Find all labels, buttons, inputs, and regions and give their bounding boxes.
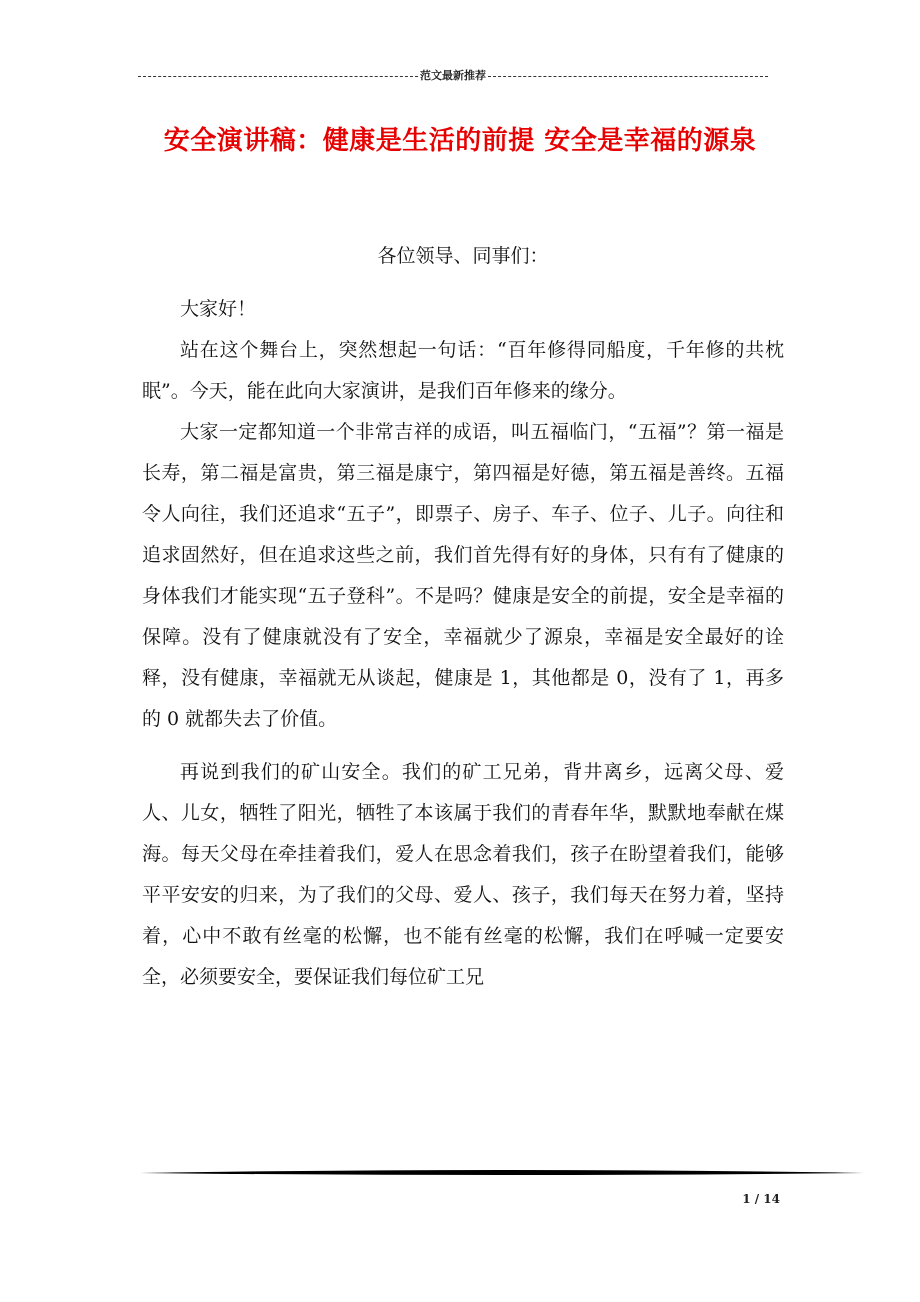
- document-title: 安全演讲稿：健康是生活的前提 安全是幸福的源泉: [163, 126, 757, 156]
- footer-rule: [140, 1168, 864, 1178]
- paragraph-greeting: 大家好！: [180, 298, 257, 320]
- page-number: 1 / 14: [742, 1192, 780, 1206]
- page-header: [138, 68, 768, 84]
- paragraph-intro: 站在这个舞台上，突然想起一句话：“百年修得同船度，千年修的共枕眠”。今天，能在此向大家演讲，是我们百年修来的缘分。: [142, 339, 784, 402]
- header-label: 范文最新推荐: [420, 69, 486, 82]
- header-dashes-right: [488, 76, 768, 77]
- document-body: [142, 236, 784, 998]
- header-dashes-left: [138, 76, 418, 77]
- salutation: 各位领导、同事们：: [377, 245, 549, 267]
- paragraph-mine-safety: 再说到我们的矿山安全。我们的矿工兄弟，背井离乡，远离父母、爱人、儿女，牺牲了阳光，牺牲了本该属于我们的青春年华，默默地奉献在煤海。每天父母在牵挂着我们，爱人在思念着我们，孩子在盼望着我们，能够平平安安的归来，为了我们的父母、爱人、孩子，我们每天在努力着，坚持着，心中不敢有丝毫的松懈，也不能有丝毫的松懈，我们在呼喊一定要安全，必须要安全，要保证我们每位矿工兄: [142, 761, 784, 988]
- paragraph-five-blessings: 大家一定都知道一个非常吉祥的成语，叫五福临门，“五福”？第一福是长寿，第二福是富贵，第三福是康宁，第四福是好德，第五福是善终。五福令人向往，我们还追求“五子”，即票子、房子、车子、位子、儿子。向往和追求固然好，但在追求这些之前，我们首先得有好的身体，只有有了健康的身体我们才能实现“五子登科”。不是吗？健康是安全的前提，安全是幸福的保障。没有了健康就没有了安全，幸福就少了源泉，幸福是安全最好的诠释，没有健康，幸福就无从谈起，健康是 1，其他都是 0，没有了 1，再多的 0 就都失去了价值。: [142, 421, 784, 730]
